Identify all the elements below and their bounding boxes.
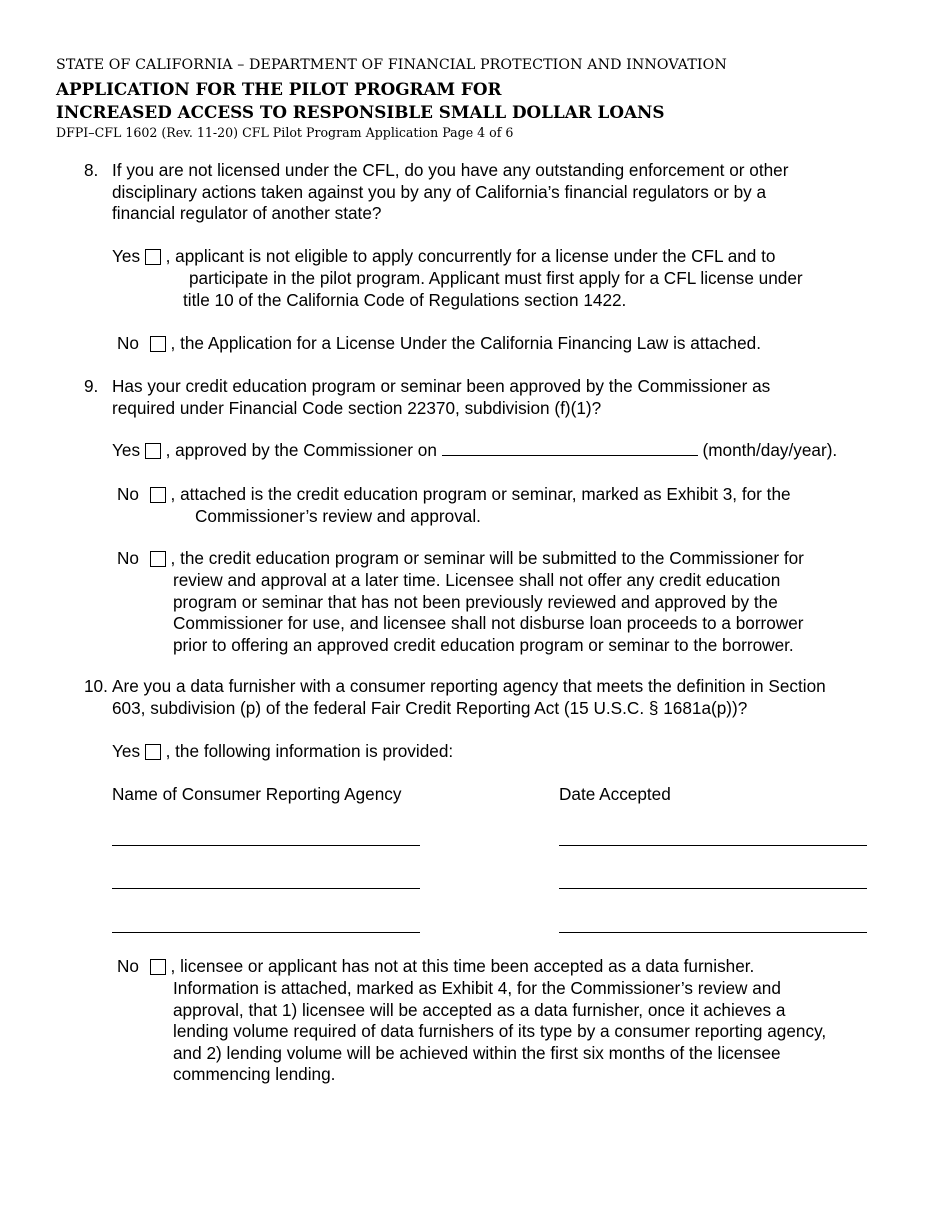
question-10-number: 10. [84,676,108,696]
q9-yes-checkbox[interactable] [145,443,161,459]
agency-name-field-2[interactable] [112,888,420,889]
agency-header: STATE OF CALIFORNIA – DEPARTMENT OF FINANCIAL PROTECTION AND INNOVATION [56,57,727,73]
question-10-line: Are you a data furnisher with a consumer reporting agency that meets the definition in Section [112,676,826,696]
q8-yes-text-line: participate in the pilot program. Applicant must first apply for a CFL license under [189,268,803,288]
q10-no-label: No [117,956,139,976]
q9-no1-text-line: Commissioner’s review and approval. [195,506,481,526]
q9-yes-text: , approved by the Commissioner on [165,440,437,460]
q9-no2-text-line: review and approval at a later time. Licensee shall not offer any credit education [173,570,781,590]
approval-date-field[interactable] [442,455,698,456]
q10-yes-checkbox[interactable] [145,744,161,760]
q8-yes-option [112,246,775,268]
q10-no-text-line: and 2) lending volume will be achieved within the first six months of the licensee [173,1042,781,1063]
question-8-text [112,160,788,225]
q8-yes-text-line: title 10 of the California Code of Regulations section 1422. [183,290,627,310]
q9-no2-text-line: prior to offering an approved credit education program or seminar to the borrower. [173,634,794,655]
q9-yes-label: Yes [112,440,141,460]
q10-no-text-line: approval, that 1) licensee will be accepted as a data furnisher, once it achieves a [173,999,786,1020]
q8-no-text: , the Application for a License Under the California Financing Law is attached. [170,333,761,353]
question-8-line: If you are not licensed under the CFL, do you have any outstanding enforcement or other [112,160,789,180]
question-9-text [112,376,770,419]
agency-name-field-3[interactable] [112,932,420,933]
q9-yes-suffix: (month/day/year). [702,440,838,460]
question-8-number: 8. [84,160,99,180]
form-title-line-1: APPLICATION FOR THE PILOT PROGRAM FOR [56,79,502,99]
q8-no-option [117,333,761,355]
q8-yes-checkbox[interactable] [145,249,161,265]
question-9-line: required under Financial Code section 22370, subdivision (f)(1)? [112,397,602,418]
date-accepted-field-1[interactable] [559,845,867,846]
q9-no2-text-block [173,570,804,656]
q9-no2-text: , the credit education program or seminar will be submitted to the Commissioner for [170,548,804,568]
q10-no-text-block [173,978,826,1086]
question-9-line: Has your credit education program or seminar been approved by the Commissioner as [112,376,771,396]
q9-no-later-option [117,548,804,570]
q10-no-text-line: commencing lending. [173,1064,336,1084]
q8-yes-label: Yes [112,246,141,266]
q9-yes-option [112,440,837,462]
agency-name-field-1[interactable] [112,845,420,846]
question-10-line: 603, subdivision (p) of the federal Fair Credit Reporting Act (15 U.S.C. § 1681a(p))? [112,697,748,718]
q10-yes-text: , the following information is provided: [165,741,454,761]
q9-no1-label: No [117,484,139,504]
q9-no-attached-checkbox[interactable] [150,487,166,503]
q8-no-label: No [117,333,139,353]
agency-name-column-header: Name of Consumer Reporting Agency [112,784,402,804]
q10-no-text-line: lending volume required of data furnishers of its type by a consumer reporting agency, [173,1021,827,1041]
q9-no2-label: No [117,548,139,568]
question-8-line: disciplinary actions taken against you by any of California’s financial regulators or by a [112,181,767,202]
q10-no-text: , licensee or applicant has not at this time been accepted as a data furnisher. [170,956,755,976]
q10-yes-option [112,741,453,763]
form-title-line-2: INCREASED ACCESS TO RESPONSIBLE SMALL DOLLAR LOANS [56,102,665,122]
q10-yes-label: Yes [112,741,141,761]
question-8-line: financial regulator of another state? [112,203,382,223]
date-accepted-field-3[interactable] [559,932,867,933]
form-info: DFPI–CFL 1602 (Rev. 11-20) CFL Pilot Program Application Page 4 of 6 [56,125,514,140]
q10-no-checkbox[interactable] [150,959,166,975]
question-9-number: 9. [84,376,99,396]
q10-no-option [117,956,754,978]
q9-no-attached-option [117,484,791,506]
date-accepted-field-2[interactable] [559,888,867,889]
q9-no1-text: , attached is the credit education program or seminar, marked as Exhibit 3, for the [170,484,791,504]
q8-no-checkbox[interactable] [150,336,166,352]
q9-no-later-checkbox[interactable] [150,551,166,567]
q8-yes-text: , applicant is not eligible to apply concurrently for a license under the CFL and to [165,246,776,266]
q10-no-text-line: Information is attached, marked as Exhibit 4, for the Commissioner’s review and [173,978,781,998]
date-accepted-column-header: Date Accepted [559,784,671,804]
question-10-text [112,676,826,719]
q9-no2-text-line: Commissioner for use, and licensee shall not disburse loan proceeds to a borrower [173,613,804,633]
q9-no2-text-line: program or seminar that has not been previously reviewed and approved by the [173,591,778,612]
